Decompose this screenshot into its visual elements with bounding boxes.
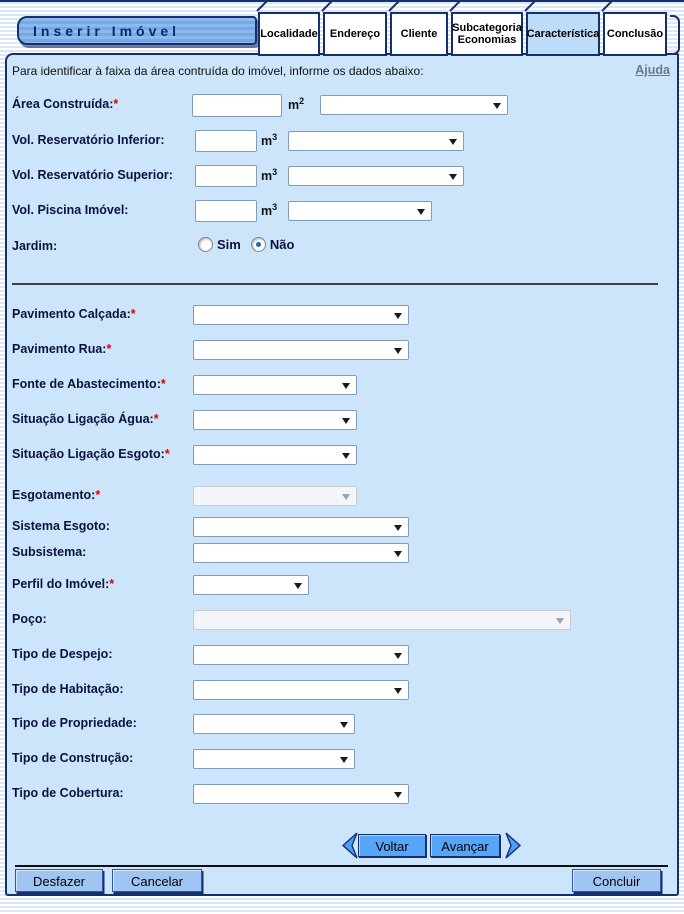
pavimento-rua-select[interactable] bbox=[193, 340, 409, 360]
vol-reservatorio-superior-select[interactable] bbox=[288, 166, 464, 186]
vol-piscina-row bbox=[12, 200, 674, 226]
area-construida-faixa-select[interactable] bbox=[320, 95, 508, 115]
footer-divider bbox=[15, 865, 668, 867]
help-link[interactable]: Ajuda bbox=[635, 63, 670, 77]
tipo-propriedade-select[interactable] bbox=[193, 714, 355, 734]
vol-piscina-input[interactable] bbox=[195, 200, 257, 222]
vol-reservatorio-inferior-input[interactable] bbox=[195, 130, 257, 152]
tab-label: Endereço bbox=[329, 28, 381, 40]
tab-conclusao[interactable] bbox=[603, 12, 667, 56]
vol-piscina-label: Vol. Piscina Imóvel: bbox=[12, 203, 129, 217]
jardim-option-nao bbox=[251, 237, 295, 252]
tab-strip-end-bracket bbox=[670, 15, 680, 55]
vol-reservatorio-superior-unit: $m^3$ bbox=[261, 167, 278, 184]
subsistema-row bbox=[12, 542, 674, 568]
vol-reservatorio-inferior-unit: $m^3$ bbox=[261, 132, 278, 149]
tipo-construcao-label: Tipo de Construção: bbox=[12, 751, 134, 765]
situacao-ligacao-agua-row bbox=[12, 409, 674, 435]
tab-cliente[interactable] bbox=[390, 12, 448, 56]
vol-reservatorio-inferior-select[interactable] bbox=[288, 131, 464, 151]
area-construida-label: Área Construída:* bbox=[12, 97, 119, 111]
tipo-despejo-label: Tipo de Despejo: bbox=[12, 647, 113, 661]
tipo-habitacao-row bbox=[12, 679, 674, 705]
nav-next-arrow-button[interactable] bbox=[504, 832, 522, 859]
vol-reservatorio-superior-row bbox=[12, 165, 674, 191]
avancar-button[interactable]: Avançar bbox=[430, 834, 500, 857]
tab-label: Cliente bbox=[400, 28, 438, 40]
subsistema-select[interactable] bbox=[193, 543, 409, 563]
pavimento-rua-row bbox=[12, 339, 674, 365]
tipo-despejo-select[interactable] bbox=[193, 645, 409, 665]
pavimento-calcada-label: Pavimento Calçada:* bbox=[12, 307, 136, 321]
tab-label-line1: Subcategoria bbox=[452, 22, 522, 34]
tipo-habitacao-select[interactable] bbox=[193, 680, 409, 700]
tipo-propriedade-label: Tipo de Propriedade: bbox=[12, 716, 137, 730]
vol-reservatorio-superior-input[interactable] bbox=[195, 165, 257, 187]
tipo-construcao-row bbox=[12, 748, 674, 774]
nav-back-arrow-button[interactable] bbox=[340, 832, 358, 859]
sistema-esgoto-label: Sistema Esgoto: bbox=[12, 519, 110, 533]
pavimento-rua-label: Pavimento Rua:* bbox=[12, 342, 112, 356]
desfazer-button[interactable]: Desfazer bbox=[15, 869, 103, 892]
perfil-imovel-label: Perfil do Imóvel:* bbox=[12, 577, 115, 591]
tipo-cobertura-label: Tipo de Cobertura: bbox=[12, 786, 124, 800]
fonte-abastecimento-select[interactable] bbox=[193, 375, 357, 395]
tab-subcategoria-economias[interactable] bbox=[451, 12, 523, 56]
vol-reservatorio-superior-label: Vol. Reservatório Superior: bbox=[12, 168, 173, 182]
wizard-tabs bbox=[258, 12, 667, 57]
tipo-despejo-row bbox=[12, 644, 674, 670]
jardim-sim-radio[interactable] bbox=[198, 237, 213, 252]
jardim-option-sim bbox=[198, 237, 241, 252]
form-instruction-text: Para identificar à faixa da área contruída do imóvel, informe os dados abaixo: bbox=[12, 64, 424, 78]
page-title-bar bbox=[17, 16, 257, 45]
poco-row bbox=[12, 609, 674, 635]
situacao-ligacao-agua-label: Situação Ligação Água:* bbox=[12, 412, 159, 426]
esgotamento-select-disabled bbox=[193, 486, 357, 506]
fonte-abastecimento-label: Fonte de Abastecimento:* bbox=[12, 377, 166, 391]
left-arrow-icon bbox=[341, 832, 358, 859]
concluir-button[interactable]: Concluir bbox=[572, 869, 661, 892]
jardim-nao-label: Não bbox=[269, 237, 295, 252]
vol-reservatorio-inferior-row bbox=[12, 130, 674, 156]
pavimento-calcada-select[interactable] bbox=[193, 305, 409, 325]
top-border-rule bbox=[0, 0, 684, 2]
poco-select-disabled bbox=[193, 610, 571, 630]
tab-caracteristica[interactable] bbox=[526, 12, 600, 56]
cancelar-button[interactable]: Cancelar bbox=[112, 869, 202, 892]
jardim-nao-radio[interactable] bbox=[251, 237, 266, 252]
jardim-radio-group bbox=[198, 237, 294, 252]
esgotamento-row bbox=[12, 485, 674, 511]
area-construida-input[interactable] bbox=[192, 94, 282, 117]
tipo-propriedade-row bbox=[12, 713, 674, 739]
situacao-ligacao-agua-select[interactable] bbox=[193, 410, 357, 430]
fonte-abastecimento-row bbox=[12, 374, 674, 400]
tab-label-line2: Economias bbox=[457, 34, 517, 46]
tab-localidade[interactable] bbox=[258, 12, 320, 56]
tipo-cobertura-select[interactable] bbox=[193, 784, 409, 804]
pavimento-calcada-row bbox=[12, 304, 674, 330]
perfil-imovel-select[interactable] bbox=[193, 575, 309, 595]
tab-label: Localidade bbox=[260, 28, 318, 40]
tab-endereco[interactable] bbox=[323, 12, 387, 56]
section-divider bbox=[12, 283, 658, 285]
voltar-button[interactable]: Voltar bbox=[358, 834, 426, 857]
vol-piscina-select[interactable] bbox=[288, 201, 432, 221]
subsistema-label: Subsistema: bbox=[12, 545, 87, 559]
situacao-ligacao-esgoto-select[interactable] bbox=[193, 445, 357, 465]
poco-label: Poço: bbox=[12, 612, 47, 626]
perfil-imovel-row bbox=[12, 574, 674, 600]
tipo-cobertura-row bbox=[12, 783, 674, 809]
situacao-ligacao-esgoto-label: Situação Ligação Esgoto:* bbox=[12, 447, 170, 461]
vol-piscina-unit: $m^3$ bbox=[261, 202, 278, 219]
tab-label: Conclusão bbox=[606, 28, 664, 40]
tab-label: Característica bbox=[526, 28, 600, 40]
situacao-ligacao-esgoto-row bbox=[12, 444, 674, 470]
sistema-esgoto-row bbox=[12, 516, 674, 542]
page-title: Inserir Imóvel bbox=[33, 22, 181, 39]
jardim-row bbox=[12, 236, 674, 262]
area-construida-row bbox=[12, 94, 674, 120]
jardim-sim-label: Sim bbox=[217, 237, 241, 252]
esgotamento-label: Esgotamento:* bbox=[12, 488, 101, 502]
sistema-esgoto-select[interactable] bbox=[193, 517, 409, 537]
tipo-construcao-select[interactable] bbox=[193, 749, 355, 769]
jardim-label: Jardim: bbox=[12, 239, 58, 253]
right-arrow-icon bbox=[505, 832, 522, 859]
vol-reservatorio-inferior-label: Vol. Reservatório Inferior: bbox=[12, 133, 165, 147]
tipo-habitacao-label: Tipo de Habitação: bbox=[12, 682, 124, 696]
area-construida-unit: $m^2$ bbox=[288, 96, 305, 113]
